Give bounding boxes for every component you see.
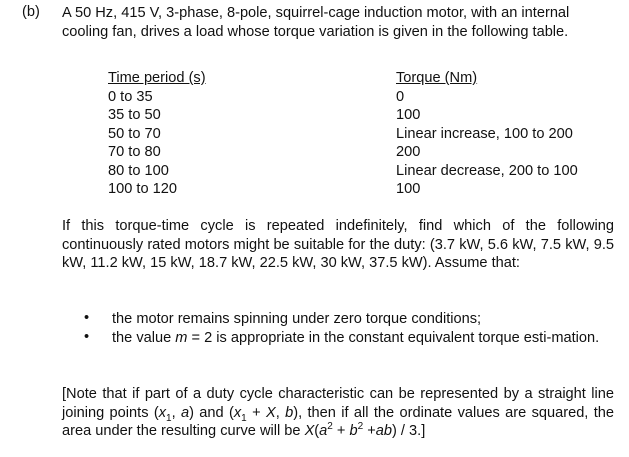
note-text: ( xyxy=(314,423,320,439)
bullet-dot: • xyxy=(84,328,90,345)
table-header-time: Time period (s) xyxy=(108,70,206,86)
assumption-1: the motor remains spinning under zero torque conditions; xyxy=(112,311,482,327)
note-text: + xyxy=(363,423,376,439)
math-var: ab xyxy=(375,423,392,439)
table-cell-torque: 100 xyxy=(396,107,421,123)
assumption-2-text: the value xyxy=(112,329,176,346)
table-cell-torque: 100 xyxy=(396,181,421,197)
math-var: x xyxy=(233,404,242,421)
math-subscript: 1 xyxy=(166,412,172,424)
math-var: a xyxy=(180,404,190,421)
note-text: [Note that if part of a duty cycle characteristic can be represented by a straight line joining points ( xyxy=(62,386,614,421)
note-text: + xyxy=(332,423,350,439)
math-subscript: 1 xyxy=(241,412,247,424)
note-text: ), then if all the ordinate values are squared, the area under the resulting curve will be xyxy=(62,404,614,439)
table-cell-time: 80 to 100 xyxy=(108,162,169,179)
variable-m: m xyxy=(175,329,188,346)
math-superscript: 2 xyxy=(357,421,364,433)
math-var: a xyxy=(319,423,328,439)
bullet-dot: • xyxy=(84,310,90,326)
table-cell-time: 70 to 80 xyxy=(108,144,161,160)
table-cell-torque: Linear decrease, 200 to 100 xyxy=(396,162,578,179)
note-text: ) and ( xyxy=(189,404,234,421)
math-var: b xyxy=(285,404,294,421)
assumption-2 xyxy=(112,329,614,348)
table-header-torque: Torque (Nm) xyxy=(396,70,478,86)
table-cell-time: 35 to 50 xyxy=(108,107,161,123)
table-cell-torque: 0 xyxy=(396,88,405,105)
note-paragraph xyxy=(62,385,614,441)
assumption-2-text: = 2 is appropriate in the constant equivalent torque esti-mation. xyxy=(187,329,600,346)
question-paragraph: If this torque-time cycle is repeated indefinitely, find which of the following continuously rated motors might be suitable for the duty: (3.7 kW, 5.6 kW, 7.5 kW, 9.5 kW, 11.2 kW, 15 kW, 18.7 kW, 22.5 kW, 30 kW, 37.5 kW). Assume that: xyxy=(62,218,614,271)
intro-line-2: cooling fan, drives a load whose torque variation is given in the following table. xyxy=(62,23,569,40)
note-text: ) / 3.] xyxy=(392,423,426,439)
table-cell-time: 0 to 35 xyxy=(108,88,153,105)
math-var: x xyxy=(158,404,166,421)
math-var: X xyxy=(304,423,315,439)
note-text: + xyxy=(246,404,266,421)
note-text: , xyxy=(275,404,286,421)
table-cell-torque: 200 xyxy=(396,144,421,160)
table-cell-torque: Linear increase, 100 to 200 xyxy=(396,125,573,142)
intro-line-1: A 50 Hz, 415 V, 3-phase, 8-pole, squirrel-cage induction motor, with an internal xyxy=(62,5,570,21)
part-label: (b) xyxy=(22,4,40,20)
table-cell-time: 100 to 120 xyxy=(108,181,177,197)
table-cell-time: 50 to 70 xyxy=(108,125,161,142)
math-var: b xyxy=(349,423,358,439)
math-var: X xyxy=(265,404,276,421)
math-superscript: 2 xyxy=(327,421,333,433)
note-text: , xyxy=(171,404,181,421)
